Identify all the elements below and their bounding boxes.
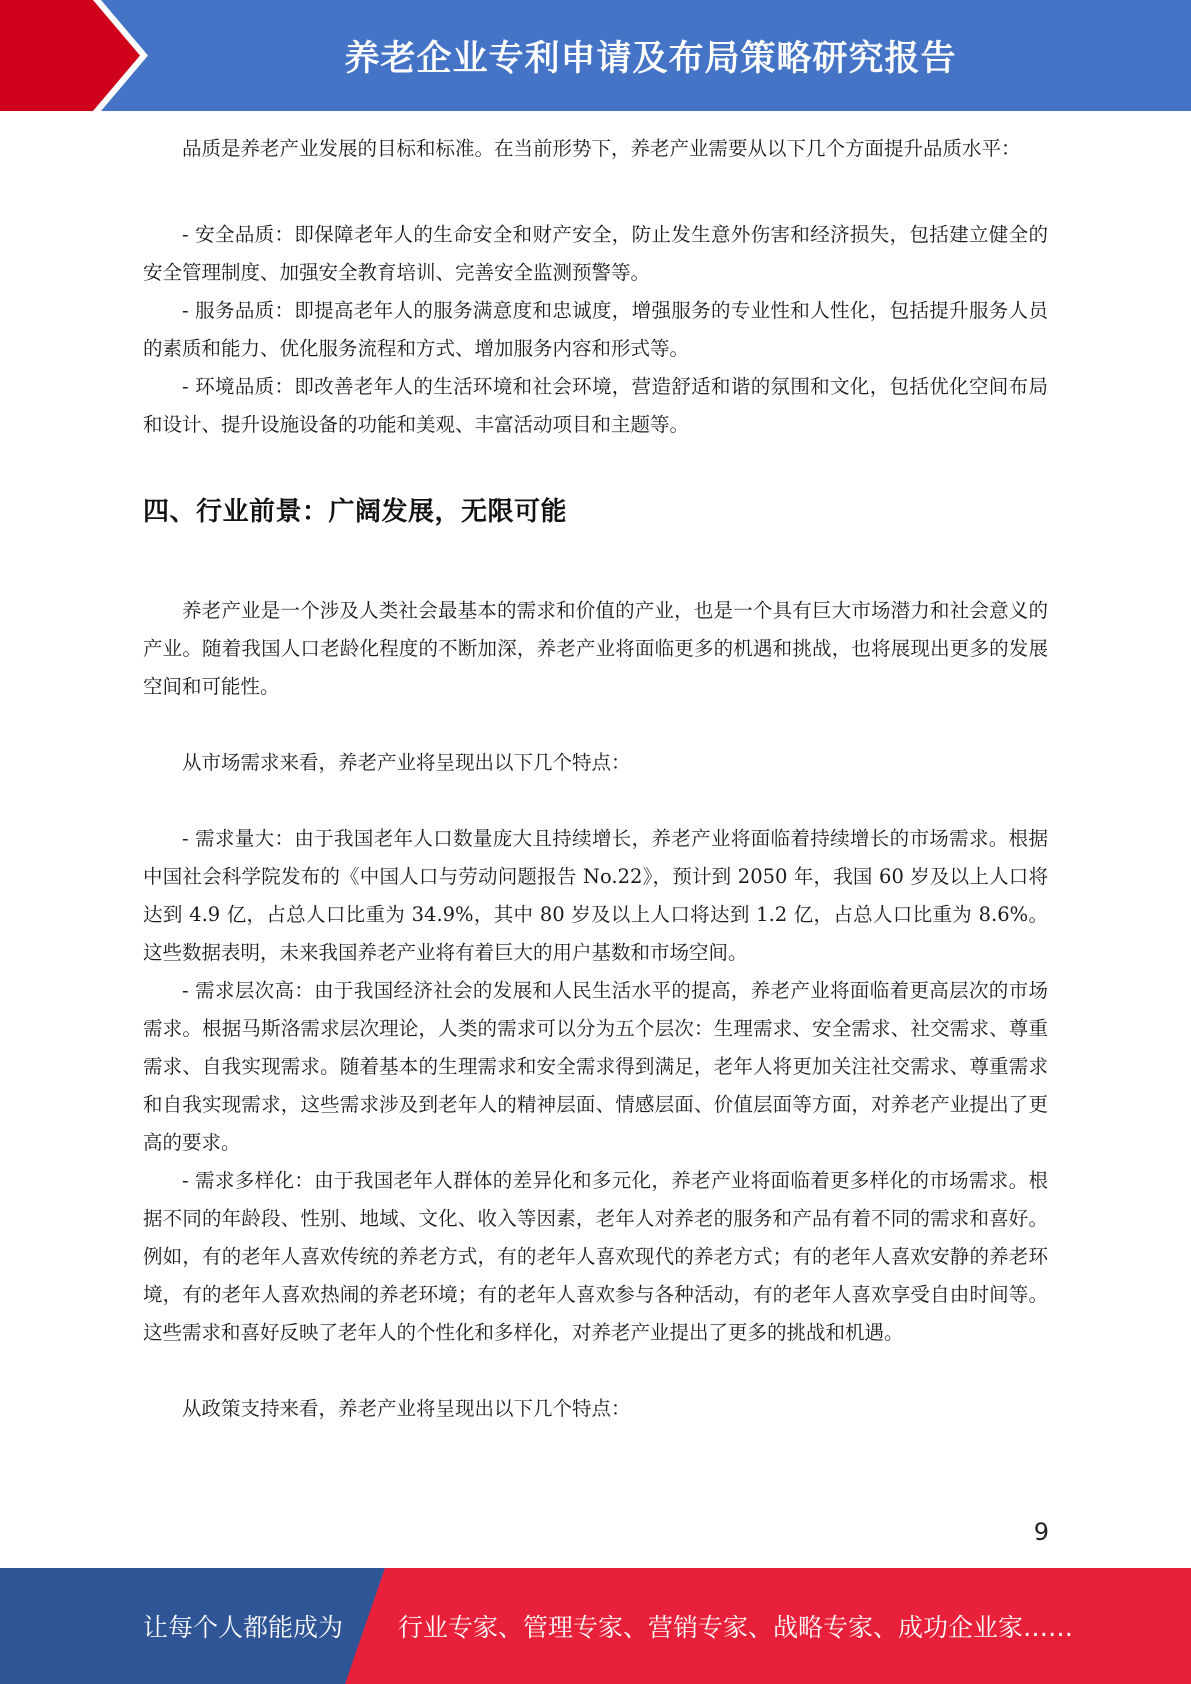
market-item-volume: - 需求量大：由于我国老年人口数量庞大且持续增长，养老产业将面临着持续增长的市场需求。根据中国社会科学院发布的《中国人口与劳动问题报告 No.22》，预计到 2050 年，我国 60 岁及以上人口将达到 4.9 亿，占总人口比重为 34.9%，其中 80 岁及以上人口将达到 1.2 亿，占总人口比重为 8.6%。这些数据表明，未来我国养老产业将有着巨大的用户基数和市场空间。 bbox=[143, 827, 1048, 964]
header-red-arrow-decoration bbox=[0, 0, 150, 111]
report-title: 养老企业专利申请及布局策略研究报告 bbox=[344, 38, 957, 79]
policy-intro-paragraph: 从政策支持来看，养老产业将呈现出以下几个特点： bbox=[182, 1397, 631, 1420]
quality-item-service: - 服务品质：即提高老年人的服务满意度和忠诚度，增强服务的专业性和人性化，包括提升服务人员的素质和能力、优化服务流程和方式、增加服务内容和形式等。 bbox=[143, 299, 1048, 360]
page-header bbox=[0, 0, 1191, 111]
quality-item-environment: - 环境品质：即改善老年人的生活环境和社会环境，营造舒适和谐的氛围和文化，包括优化空间布局和设计、提升设施设备的功能和美观、丰富活动项目和主题等。 bbox=[143, 375, 1048, 436]
quality-item-safety: - 安全品质：即保障老年人的生命安全和财产安全，防止发生意外伤害和经济损失，包括建立健全的安全管理制度、加强安全教育培训、完善安全监测预警等。 bbox=[143, 223, 1048, 284]
page-content bbox=[143, 130, 1048, 1428]
page-number: 9 bbox=[1033, 1518, 1049, 1546]
page-footer bbox=[0, 1568, 1191, 1684]
market-item-level: - 需求层次高：由于我国经济社会的发展和人民生活水平的提高，养老产业将面临着更高层次的市场需求。根据马斯洛需求层次理论，人类的需求可以分为五个层次：生理需求、安全需求、社交需求、尊重需求、自我实现需求。随着基本的生理需求和安全需求得到满足，老年人将更加关注社交需求、尊重需求和自我实现需求，这些需求涉及到老年人的精神层面、情感层面、价值层面等方面，对养老产业提出了更高的要求。 bbox=[143, 979, 1048, 1154]
market-intro-paragraph: 从市场需求来看，养老产业将呈现出以下几个特点： bbox=[182, 751, 631, 774]
footer-slogan-left: 让每个人都能成为 bbox=[143, 1613, 344, 1642]
footer-slogan-right: 行业专家、管理专家、营销专家、战略专家、成功企业家…… bbox=[398, 1613, 1074, 1642]
quality-intro-paragraph: 品质是养老产业发展的目标和标准。在当前形势下，养老产业需要从以下几个方面提升品质水平： bbox=[182, 137, 1021, 160]
section-heading: 四、行业前景：广阔发展，无限可能 bbox=[143, 497, 568, 527]
prospect-paragraph: 养老产业是一个涉及人类社会最基本的需求和价值的产业，也是一个具有巨大市场潜力和社会意义的产业。随着我国人口老龄化程度的不断加深，养老产业将面临更多的机遇和挑战，也将展现出更多的发展空间和可能性。 bbox=[143, 599, 1048, 698]
market-item-diversity: - 需求多样化：由于我国老年人群体的差异化和多元化，养老产业将面临着更多样化的市场需求。根据不同的年龄段、性别、地域、文化、收入等因素，老年人对养老的服务和产品有着不同的需求和喜好。例如，有的老年人喜欢传统的养老方式，有的老年人喜欢现代的养老方式；有的老年人喜欢安静的养老环境，有的老年人喜欢热闹的养老环境；有的老年人喜欢参与各种活动，有的老年人喜欢享受自由时间等。这些需求和喜好反映了老年人的个性化和多样化，对养老产业提出了更多的挑战和机遇。 bbox=[143, 1169, 1048, 1344]
